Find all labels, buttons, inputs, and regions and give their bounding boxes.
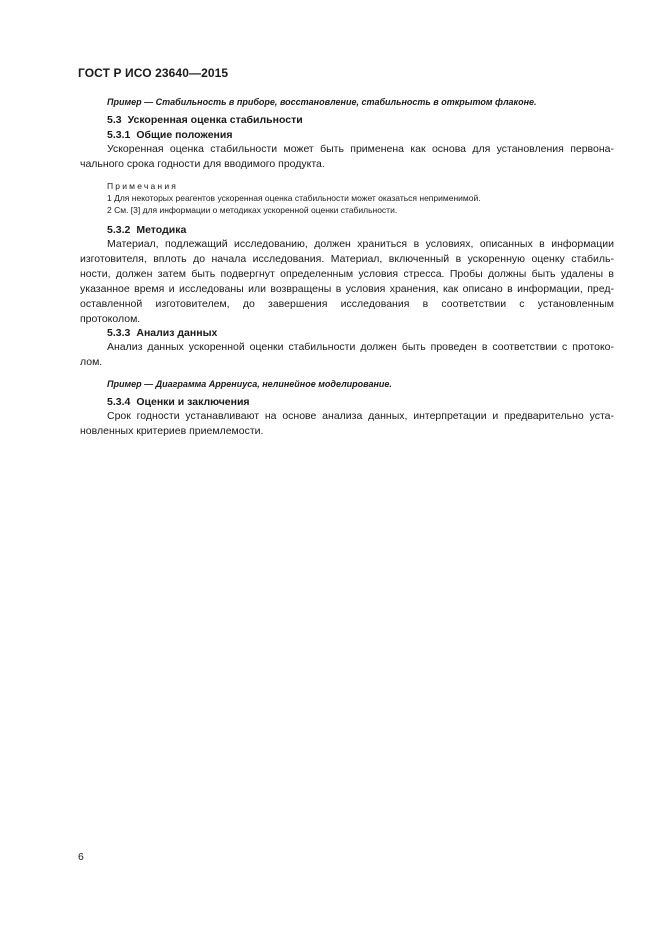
text-line: ности, должен затем быть подвергнут определенным условия стресса. Пробы должны быть удалены в [80,268,614,280]
page-number: 6 [78,851,84,863]
subsection-title: Оценки и заключения [136,396,250,408]
text-line: оставленной изготовителем, до завершения исследования в соответствии с установленным [80,298,614,310]
subsection-number: 5.3.1 [107,129,131,141]
text-line: указанное время и исследованы или возвращены в условия хранения, как описано в информации, пред- [80,283,614,295]
section-number: 5.3 [107,114,122,126]
text-line: Анализ данных ускоренной оценки стабильности должен быть проведен в соответствии с протоко- [107,341,614,353]
subsection-number: 5.3.3 [107,327,131,339]
example-text: Пример — Диаграмма Аррениуса, нелинейное моделирование. [107,379,392,389]
paragraph [80,340,614,370]
text-line: изготовителя, вплоть до начала исследования. Материал, включенный в ускоренную оценку стабиль- [80,253,614,265]
paragraph [80,237,614,327]
text-line: Срок годности устанавливают на основе анализа данных, интерпретации и предварительно уста- [107,410,614,422]
subsection-heading [80,129,614,142]
section-heading [80,114,614,127]
text-line: протоколом. [80,313,141,325]
paragraph [80,142,614,172]
note-item: 2 См. [3] для информации о методиках ускоренной оценки стабильности. [107,205,398,215]
subsection-title: Методика [136,224,187,236]
subsection-number: 5.3.2 [107,224,131,236]
section-title: Ускоренная оценка стабильности [127,114,303,126]
text-line: Материал, подлежащий исследованию, должен храниться в условиях, описанных в информации [107,238,614,250]
subsection-title: Общие положения [136,129,233,141]
example-text: Пример — Стабильность в приборе, восстановление, стабильность в открытом флаконе. [107,97,537,107]
subsection-heading [80,224,614,237]
text-line: лом. [80,356,103,368]
text-line: новленных критериев приемлемости. [80,425,264,437]
subsection-title: Анализ данных [136,327,218,339]
document-header: ГОСТ Р ИСО 23640—2015 [78,66,229,80]
subsection-heading [80,396,614,409]
note-item: 1 Для некоторых реагентов ускоренная оценка стабильности может оказаться неприменимой. [107,193,481,203]
document-body [80,96,614,439]
paragraph [80,409,614,439]
subsection-number: 5.3.4 [107,396,131,408]
subsection-heading [80,327,614,340]
text-line: чального срока годности для вводимого продукта. [80,158,325,170]
notes-title: Примечания [107,181,179,191]
text-line: Ускоренная оценка стабильности может быть применена как основа для установления первона- [107,143,614,155]
